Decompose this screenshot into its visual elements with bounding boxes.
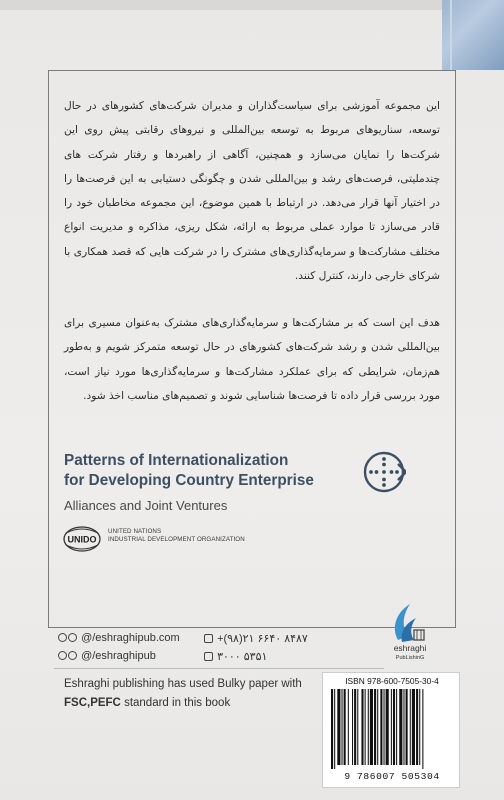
corner-accent-block	[442, 0, 504, 70]
barcode-bar	[344, 689, 346, 765]
contact-area	[56, 630, 386, 666]
contact-social[interactable]	[58, 650, 156, 662]
contact-divider	[54, 668, 384, 669]
barcode-bar	[396, 689, 397, 765]
english-title-line-2: for Developing Country Enterprise	[64, 472, 314, 489]
barcode-bar	[377, 689, 378, 765]
contact-website[interactable]	[58, 632, 180, 644]
paper-note-line-1: Eshraghi publishing has used Bulky paper with	[64, 678, 302, 690]
barcode-bar	[337, 689, 340, 765]
barcode-bar	[370, 689, 373, 765]
barcode-bar	[361, 689, 363, 765]
barcode-bar	[334, 689, 335, 769]
barcode-bar	[384, 689, 385, 765]
phone-icon	[204, 634, 213, 643]
barcode-digits: 9 786007 505304	[344, 771, 440, 782]
eshraghi-publisher-logo	[388, 600, 432, 664]
crosshair-target-icon	[362, 450, 406, 494]
phone-text: +(۹۸)۲۱ ۶۶۴۰ ۸۴۸۷	[217, 633, 308, 645]
barcode-bar	[403, 689, 404, 765]
unido-logo-text: UNIDO	[67, 534, 97, 545]
barcode-bar	[357, 689, 358, 765]
barcode-bar	[365, 689, 366, 765]
barcode-bar	[416, 689, 418, 765]
contact-sms[interactable]	[204, 650, 267, 663]
barcode-bar	[348, 689, 349, 765]
paper-note	[64, 675, 334, 713]
isbn-barcode-box	[322, 672, 460, 788]
english-title	[64, 451, 314, 491]
unido-name	[108, 528, 245, 544]
unido-line-2: INDUSTRIAL DEVELOPMENT ORGANIZATION	[108, 536, 245, 543]
barcode-bar	[419, 689, 420, 765]
barcode-bar	[386, 689, 389, 765]
barcode-bar	[422, 689, 423, 769]
barcode-bar	[331, 689, 333, 769]
barcode-bar	[412, 689, 415, 765]
instagram-icon	[58, 651, 67, 660]
website-text: @/eshraghipub.com	[81, 632, 180, 644]
isbn-label: ISBN 978-600-7505-30-4	[345, 676, 439, 686]
barcode-bar	[342, 689, 343, 765]
barcode-bar	[391, 689, 392, 765]
barcode	[329, 689, 455, 769]
barcode-bar	[368, 689, 369, 765]
barcode-bar	[399, 689, 402, 765]
email-icon	[68, 633, 77, 642]
barcode-bar	[410, 689, 411, 765]
unido-logo	[62, 525, 102, 553]
english-title-line-1: Patterns of Internationalization	[64, 452, 289, 469]
social-text: @/eshraghipub	[81, 650, 156, 662]
barcode-bar	[354, 689, 356, 765]
english-subtitle: Alliances and Joint Ventures	[64, 498, 228, 513]
persian-paragraph-2: هدف این است که بر مشارکت‌ها و سرمایه‌گذاری‌های مشترک به‌عنوان مسیری برای بین‌المللی شدن و رشد شرکت‌های کشورهای در حال توسعه متمرکز شویم و به‌طور هم‌زمان، شرایطی که برای عملکرد مشارکت‌ها و سرمایه‌گذاری‌ها مورد نیاز است، مورد بررسی قرار داده تا فرصت‌ها شناسایی شوند و تصمیم‌های مناسب اخذ شود.	[64, 317, 440, 402]
barcode-bar	[352, 689, 353, 765]
paper-note-rest: standard in this book	[120, 697, 231, 709]
top-band	[0, 0, 504, 10]
contact-phone[interactable]	[204, 632, 308, 645]
telegram-icon	[68, 651, 77, 660]
web-icon	[58, 633, 67, 642]
barcode-bar	[393, 689, 395, 765]
barcode-bar	[374, 689, 376, 765]
unido-line-1: UNITED NATIONS	[108, 528, 162, 535]
sms-text: ۳۰۰۰ ۵۳۵۱	[217, 651, 268, 663]
publisher-name: eshraghi	[393, 643, 427, 653]
sms-icon	[204, 652, 213, 661]
paper-note-line-2	[64, 694, 334, 713]
paper-note-standard: FSC,PEFC	[64, 697, 121, 709]
publisher-tagline: PubLishinG	[395, 655, 425, 661]
barcode-bar	[380, 689, 382, 765]
barcode-bar	[406, 689, 408, 765]
persian-paragraph-1: این مجموعه آموزشی برای سیاست‌گذاران و مدیران شرکت‌های کشورهای در حال توسعه، سناریوهای مربوط به توسعه بین‌المللی و نیروهای رقابتی پیش روی این شرکت‌ها را نمایان می‌سازد و همچنین، آگاهی از راهبردها و رفتار شرکت های چندملیتی، فرصت‌های رشد و بین‌المللی شدن و چگونگی دستیابی به این فرصت‌ها را در اختیار آنها قرار می‌دهد. در ارتباط با همین موضوع، این مجموعه مخاطبان خود را قادر می‌سازد تا موارد عملی مربوط به ارائه، شکل ریزی، مذاکره و مدیریت انواع مختلف مشارکت‌ها و سرمایه‌گذاری‌های مشترک را در شرکت هایی که قصد همکاری با شرکای خارجی دارند، کنترل کنند.	[64, 100, 440, 283]
